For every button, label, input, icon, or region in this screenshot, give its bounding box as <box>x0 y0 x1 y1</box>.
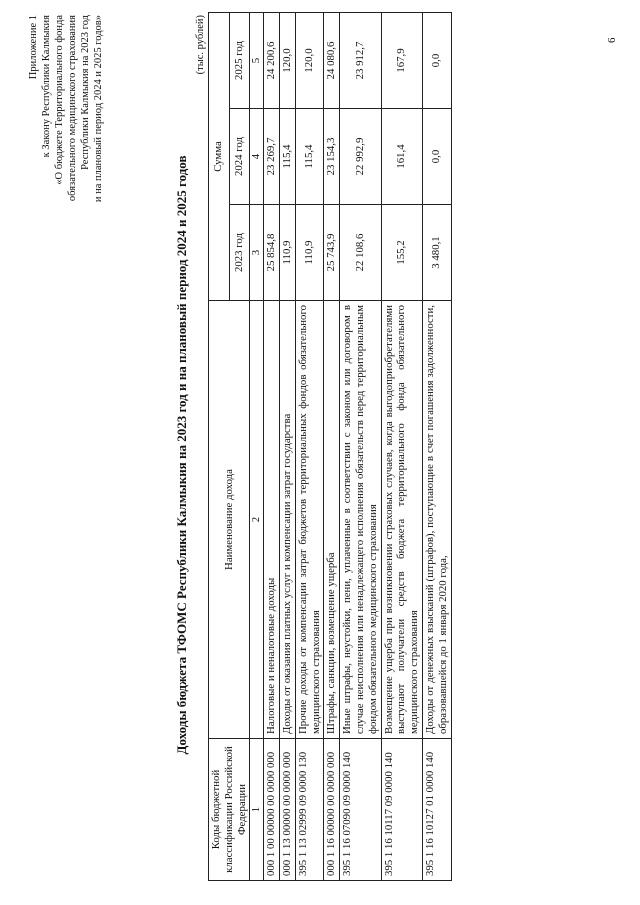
row-2024: 23 154,3 <box>324 109 340 205</box>
row-name: Налоговые и неналоговые доходы <box>264 301 280 739</box>
appendix-line: обязательного медицинского страхования <box>67 15 78 202</box>
row-name: Иные штрафы, неустойки, пени, уплаченные в соответствии с законом или договором в случае неисполнения или ненадлежащего исполнения обязательств перед территориальным фондом обязательного медицинского страхования <box>340 301 381 739</box>
units-label: (тыс. рублей) <box>195 15 206 75</box>
header-code: Коды бюджетной классификации Российской Федерации <box>209 739 250 881</box>
row-2024: 115,4 <box>279 109 295 205</box>
row-2025: 120,0 <box>279 12 295 108</box>
row-name: Прочие доходы от компенсации затрат бюджетов территориальных фондов обязательного медицинского страхования <box>295 301 324 739</box>
table-row <box>422 12 451 880</box>
header-2025: 2025 год <box>229 12 250 108</box>
row-2025: 24 200,6 <box>264 12 280 108</box>
column-number: 2 <box>250 301 264 739</box>
header-sum: Сумма <box>209 12 230 300</box>
row-2024: 0,0 <box>422 109 451 205</box>
table-row <box>264 12 280 880</box>
row-2023: 110,9 <box>279 205 295 301</box>
appendix-line: Приложение 1 <box>28 15 39 80</box>
column-number: 5 <box>250 12 264 108</box>
row-2025: 120,0 <box>295 12 324 108</box>
row-2024: 115,4 <box>295 109 324 205</box>
row-code: 000 1 16 00000 00 0000 000 <box>324 739 340 881</box>
row-2023: 22 108,6 <box>340 205 381 301</box>
appendix-line: к Закону Республики Калмыкия <box>41 15 52 158</box>
appendix-line: Республики Калмыкия на 2023 год <box>80 15 91 170</box>
row-2023: 25 743,9 <box>324 205 340 301</box>
row-2024: 161,4 <box>381 109 422 205</box>
row-name: Доходы от оказания платных услуг и компенсации затрат государства <box>279 301 295 739</box>
header-name: Наименование дохода <box>209 301 250 739</box>
row-2023: 110,9 <box>295 205 324 301</box>
table-row <box>381 12 422 880</box>
row-2023: 3 480,1 <box>422 205 451 301</box>
column-number: 4 <box>250 109 264 205</box>
document-title: Доходы бюджета ТФОМС Республики Калмыкия на 2023 год и на плановый период 2024 и 2025 годов <box>174 155 189 755</box>
row-code: 000 1 13 00000 00 0000 000 <box>279 739 295 881</box>
row-name: Возмещение ущерба при возникновении страховых случаев, когда выгодоприобретателями выступают получатели средств бюджета территориального фонда обязательного медицинского страхования <box>381 301 422 739</box>
row-code: 395 1 16 10117 09 0000 140 <box>381 739 422 881</box>
row-2023: 155,2 <box>381 205 422 301</box>
column-number: 3 <box>250 205 264 301</box>
appendix-line: и на плановый период 2024 и 2025 годов» <box>93 15 104 203</box>
appendix-block <box>27 15 105 245</box>
row-code: 395 1 16 10127 01 0000 140 <box>422 739 451 881</box>
appendix-line: «О бюджете Территориального фонда <box>54 15 65 185</box>
income-table <box>208 12 452 881</box>
column-number: 1 <box>250 739 264 881</box>
header-2023: 2023 год <box>229 205 250 301</box>
row-2025: 167,9 <box>381 12 422 108</box>
row-2024: 23 269,7 <box>264 109 280 205</box>
header-2024: 2024 год <box>229 109 250 205</box>
row-code: 395 1 16 07090 09 0000 140 <box>340 739 381 881</box>
table-row <box>340 12 381 880</box>
row-code: 000 1 00 00000 00 0000 000 <box>264 739 280 881</box>
table-row <box>295 12 324 880</box>
row-2024: 22 992,9 <box>340 109 381 205</box>
row-2025: 23 912,7 <box>340 12 381 108</box>
page-number: 6 <box>606 37 618 43</box>
table-row <box>279 12 295 880</box>
row-2023: 25 854,8 <box>264 205 280 301</box>
table-row <box>324 12 340 880</box>
row-2025: 24 080,6 <box>324 12 340 108</box>
row-name: Штрафы, санкции, возмещение ущерба <box>324 301 340 739</box>
row-2025: 0,0 <box>422 12 451 108</box>
row-name: Доходы от денежных взысканий (штрафов), поступающие в счет погашения задолженности, образовавшейся до 1 января 2020 года, <box>422 301 451 739</box>
row-code: 395 1 13 02999 09 0000 130 <box>295 739 324 881</box>
